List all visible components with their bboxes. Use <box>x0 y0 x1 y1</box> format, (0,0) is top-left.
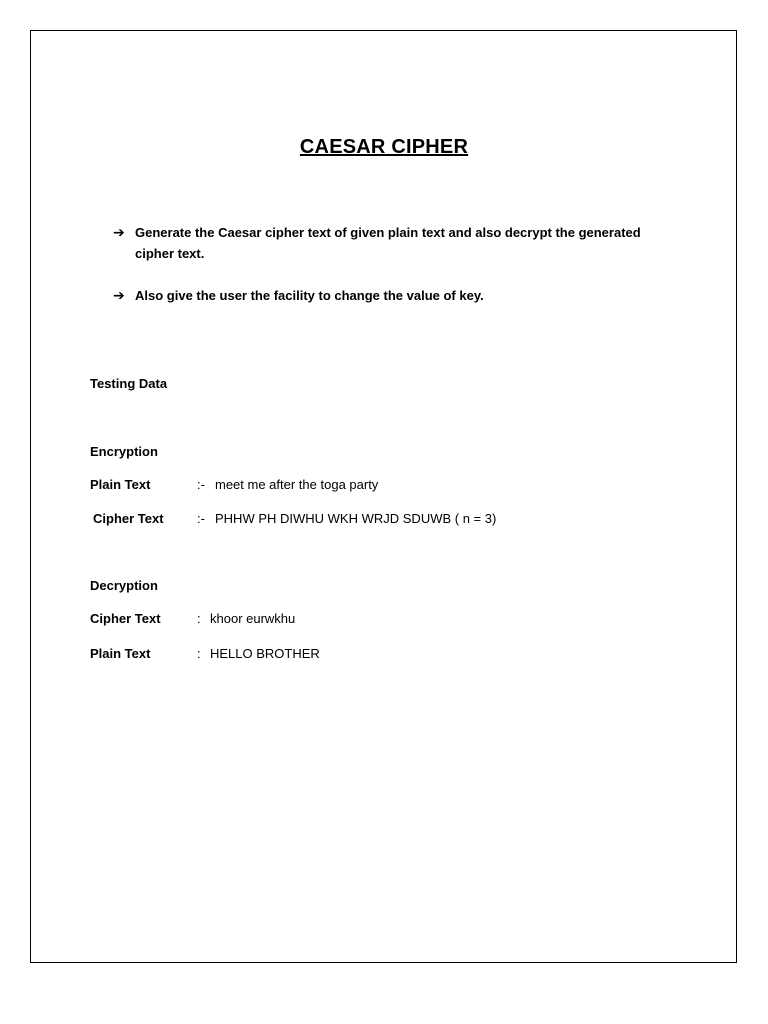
bullet-item-generate <box>113 222 673 264</box>
cipher-text-label: Cipher Text <box>93 511 164 526</box>
decryption-plain-text-row <box>90 646 320 661</box>
right-arrow-icon: ➔ <box>113 224 125 240</box>
cipher-text-label: Cipher Text <box>90 611 161 626</box>
encryption-cipher-text-row <box>93 511 496 526</box>
plain-text-value: HELLO BROTHER <box>210 646 320 661</box>
separator: : <box>197 646 201 661</box>
bullet-text: Also give the user the facility to change the value of key. <box>135 288 484 303</box>
plain-text-label: Plain Text <box>90 477 151 492</box>
cipher-text-value: khoor eurwkhu <box>210 611 296 626</box>
encryption-plain-text-row <box>90 477 378 492</box>
separator: :- <box>197 477 205 492</box>
page-title: CAESAR CIPHER <box>299 136 469 158</box>
testing-data-heading: Testing Data <box>90 376 168 391</box>
decryption-heading: Decryption <box>90 578 158 593</box>
page-border <box>30 30 737 963</box>
decryption-cipher-text-row <box>90 611 295 626</box>
right-arrow-icon: ➔ <box>113 287 125 303</box>
encryption-heading: Encryption <box>90 444 158 459</box>
bullet-text: Generate the Caesar cipher text of given plain text and also decrypt the generated cipher text. <box>135 225 641 261</box>
separator: :- <box>197 511 205 526</box>
cipher-text-value: PHHW PH DIWHU WKH WRJD SDUWB ( n = 3) <box>215 511 497 526</box>
bullet-item-key <box>113 285 673 306</box>
plain-text-label: Plain Text <box>90 646 151 661</box>
separator: : <box>197 611 201 626</box>
plain-text-value: meet me after the toga party <box>215 477 379 492</box>
